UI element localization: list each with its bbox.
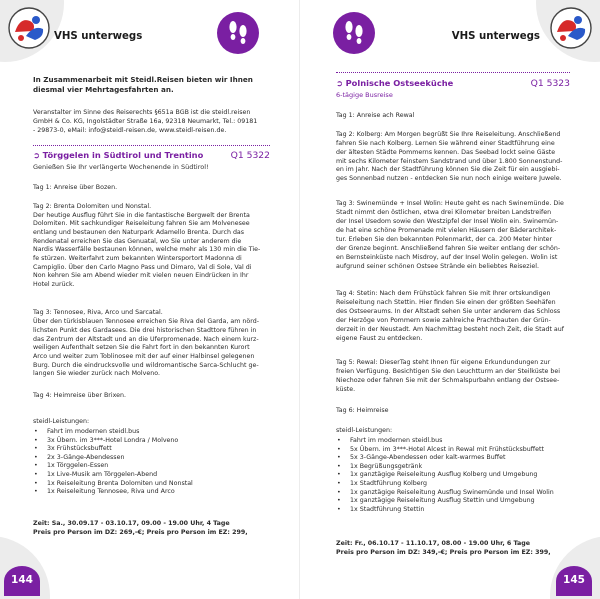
day-line: Reiseleitung nach Stettin. Hier finden Sie einen der größten Seehäfen	[336, 299, 556, 306]
service-item: • 1x Begrüßungsgetränk	[336, 463, 570, 472]
day-line: eigene Faust zu entdecken.	[336, 335, 423, 342]
services-label: steidl-Leistungen:	[336, 427, 393, 434]
day-line: langen Sie wieder zurück nach Molveno.	[33, 370, 160, 377]
tour-title: Törggelen in Südtirol und Trentino	[42, 150, 204, 160]
brand-label: VHS unterwegs	[54, 31, 143, 42]
footprints-icon	[217, 12, 259, 54]
day-line: freien Verfügung. Besichtigen Sie den Leuchtturm an der Steilküste bei	[336, 368, 560, 375]
day-line: ges Sonnenbad nutzen - entdecken Sie nun noch einige weitere Juwele.	[336, 175, 562, 182]
feature-badge	[333, 12, 375, 54]
day-line: Tag 3: Tennosee, Riva, Arco und Sarcatal.	[33, 309, 163, 316]
service-item: • Fahrt im modernen steidl.bus	[336, 437, 570, 446]
course-code: Q1 5323	[530, 78, 570, 89]
day-line: Tag 2: Kolberg: Am Morgen begrüßt Sie Ihre Reiseleitung. Anschließend	[336, 131, 561, 138]
day-line: der Herzöge von Pommern sowie zahlreiche Prachtbauten der Grün-	[336, 317, 551, 324]
service-item: • 1x ganztägige Reiseleitung Ausflug Stettin und Umgebung	[336, 497, 570, 506]
vhs-logo-icon	[548, 5, 594, 51]
day-line: das Zentrum der Altstadt und an die Uferpromenade. Nach einem kurz-	[33, 336, 259, 343]
day-line: en im Jahr. Nach der Stadtführung können Sie die Zeit für ein ausgiebi-	[336, 166, 560, 173]
day-line: Tag 1: Anreise ach Rewal	[336, 112, 415, 119]
brand-label: VHS unterwegs	[451, 31, 540, 42]
day-line: Tag 5: Rewal: DieserTag steht Ihnen für eigene Erkundundungen zur	[336, 359, 551, 366]
day-line: de hat eine schöne Promenade mit vielen Häusern der Bäderarchitek-	[336, 227, 557, 234]
day-line: mit sechs Kilometer feinstem Sandstrand und über 1.800 Sonnenstund-	[336, 158, 563, 165]
footprints-icon	[333, 12, 375, 54]
feature-badge	[217, 12, 259, 54]
day-line: Tag 1: Anreise über Bozen.	[33, 184, 118, 191]
day-line: der Grenze beginnt. Anschließend fahren Sie weiter entlang der schön-	[336, 245, 561, 252]
service-item: • 1x ganztägige Reiseleitung Ausflug Swinemünde und Insel Wolin	[336, 489, 570, 498]
organizer-line: GmbH & Co. KG, Ingolstädter Straße 16a, 92318 Neumarkt, Tel.: 09181	[33, 118, 258, 125]
service-item: • 1x Stadtführung Kolberg	[336, 480, 570, 489]
vhs-logo-icon	[6, 5, 52, 51]
day-line: weiligen Aufenthalt setzen Sie die Fahrt fort in den bekannten Kurort	[33, 344, 250, 351]
day-line: lichsten Punkt des Gardasees. Die drei historischen Stadttore führen in	[33, 327, 257, 334]
day-line: Hotel zurück.	[33, 281, 75, 288]
tour-price: Preis pro Person im DZ: 269,-€; Preis pro Person im EZ: 299,	[33, 529, 248, 536]
page-number: 144	[4, 566, 40, 596]
day-line: Tag 4: Heimreise über Brixen.	[33, 392, 127, 399]
service-item: • Fahrt im modernen steidl.bus	[33, 428, 270, 437]
tour-dates: Zeit: Sa., 30.09.17 - 03.10.17, 09.00 - 19.00 Uhr, 4 Tage	[33, 520, 230, 527]
service-item: • 1x Reiseleitung Brenta Dolomiten und Nonstal	[33, 480, 270, 489]
day-line: en Bernsteinküste nach Misdroy, auf der Insel Wolin gelegen. Wolin ist	[336, 254, 558, 261]
service-item: • 1x Stadtführung Stettin	[336, 506, 570, 515]
day-line: der Insel Usedom sowie den Westzipfel der Insel Wolin ein. Swinemün-	[336, 218, 559, 225]
arrow-icon: ➲	[336, 78, 343, 88]
day-line: Tag 6: Heimreise	[336, 407, 389, 414]
day-line: Arco und weiter zum Toblinosee mit der auf einer Halbinsel gelegenen	[33, 353, 255, 360]
services-list	[33, 428, 270, 497]
organizer-line: - 29873-0, eMail: info@steidl-reisen.de, www.steidl-reisen.de.	[33, 127, 227, 134]
day-line: Über den türkisblauen Tennosee erreichen Sie Riva del Garda, am nörd-	[33, 318, 259, 325]
service-item: • 1x Live-Musik am Törggelen-Abend	[33, 471, 270, 480]
day-line: Burg. Durch die eindrucksvolle und wildromantische Sarca-Schlucht ge-	[33, 362, 259, 369]
day-line: Rendenatal erreichen Sie das Genuatal, wo Sie unter anderem die	[33, 238, 242, 245]
service-item: • 1x Reiseleitung Tennosee, Riva und Arco	[33, 488, 270, 497]
course-code: Q1 5322	[230, 150, 270, 161]
service-item: • 5x Übern. im 3***-Hotel Alcest in Rewal mit Frühstücksbuffett	[336, 446, 570, 455]
day-line: aufgrund seiner schönen Ostsee Strände ein beliebtes Reiseziel.	[336, 263, 539, 270]
tour-title-row	[336, 78, 570, 88]
day-line: Der heutige Ausflug führt Sie in die fantastische Bergwelt der Brenta	[33, 212, 250, 219]
tour-subtitle: Genießen Sie Ihr verlängerte Wochenende in Südtirol!	[33, 163, 209, 171]
service-item: • 5x 3-Gänge-Abendessen oder kalt-warmes Buffet	[336, 454, 570, 463]
day-line: Non kehren Sie am Abend wieder mit vielen neuen Eindrücken in Ihr	[33, 272, 249, 279]
day-line: küste.	[336, 386, 356, 393]
organizer-line: Veranstalter im Sinne des Reiserechts §651a BGB ist die steidl.reisen	[33, 109, 251, 116]
service-item: • 3x Frühstücksbuffett	[33, 445, 270, 454]
day-line: der ältesten Städte Pommerns kennen. Das Seebad lockt seine Gäste	[336, 149, 556, 156]
tour-price: Preis pro Person im DZ: 349,-€; Preis pro Person im EZ: 399,	[336, 549, 551, 556]
day-line: Campiglio. Über den Carlo Magno Pass und Dimaro, Val di Sole, Val di	[33, 264, 252, 271]
services-label: steidl-Leistungen:	[33, 418, 90, 425]
service-item: • 1x Törggelen-Essen	[33, 462, 270, 471]
intro-line: In Zusammenarbeit mit Steidl.Reisen bieten wir Ihnen	[33, 75, 253, 84]
tour-subtitle: 6-tägige Busreise	[336, 91, 393, 99]
tour-title-row	[33, 150, 270, 160]
service-item: • 3x Übern. im 3***-Hotel Londra / Molveno	[33, 437, 270, 446]
day-line: Tag 2: Brenta Dolomiten und Nonstal.	[33, 203, 152, 210]
day-line: Stadt nimmt den östlichen, etwa drei Kilometer breiten Landstreifen	[336, 209, 552, 216]
day-line: entlang und bestaunen den Naturpark Adamello Brenta. Durch das	[33, 229, 245, 236]
day-line: Niechoze oder fahren Sie mit der Schmalspurbahn entlang der Ostsee-	[336, 377, 560, 384]
section-divider	[33, 145, 270, 146]
day-line: fahren Sie nach Kolberg. Lernen Sie während einer Stadtführung eine	[336, 140, 555, 147]
service-item: • 2x 3-Gänge-Abendessen	[33, 454, 270, 463]
arrow-icon: ➲	[33, 150, 40, 160]
day-line: des Ostseeraums. In der Altstadt sehen Sie unter anderem das Schloss	[336, 308, 561, 315]
day-line: Tag 3: Swinemünde + Insel Wolin: Heute geht es nach Swinemünde. Die	[336, 200, 564, 207]
intro-line: diesmal vier Mehrtagesfahrten an.	[33, 85, 174, 94]
page-number: 145	[556, 566, 592, 596]
day-line: Tag 4: Stetin: Nach dem Frühstück fahren Sie mit Ihrer ortskundigen	[336, 290, 551, 297]
services-list	[336, 437, 570, 514]
service-item: • 1x ganztägige Reiseleitung Ausflug Kolberg und Umgebung	[336, 471, 570, 480]
day-line: tur. Erleben Sie den bekannten Polenmarkt, der ca. 200 Meter hinter	[336, 236, 553, 243]
day-line: fe stürzen. Weiterfahrt zum bekannten Wintersportort Madonna di	[33, 255, 242, 262]
section-divider	[336, 72, 570, 73]
day-line: derzeit in der Neustadt. Am Nachmittag besteht noch Zeit, die Stadt auf	[336, 326, 565, 333]
day-line: Dolomiten. Mit sachkundiger Reiseleitung fahren Sie am Molvenesee	[33, 220, 250, 227]
right-page	[300, 0, 600, 599]
tour-dates: Zeit: Fr., 06.10.17 - 11.10.17, 08.00 - 19.00 Uhr, 6 Tage	[336, 540, 530, 547]
tour-title: Polnische Ostseeküche	[345, 78, 454, 88]
day-line: Nardis Wasserfälle bestaunen können, welche mehr als 130 min die Tie-	[33, 246, 261, 253]
